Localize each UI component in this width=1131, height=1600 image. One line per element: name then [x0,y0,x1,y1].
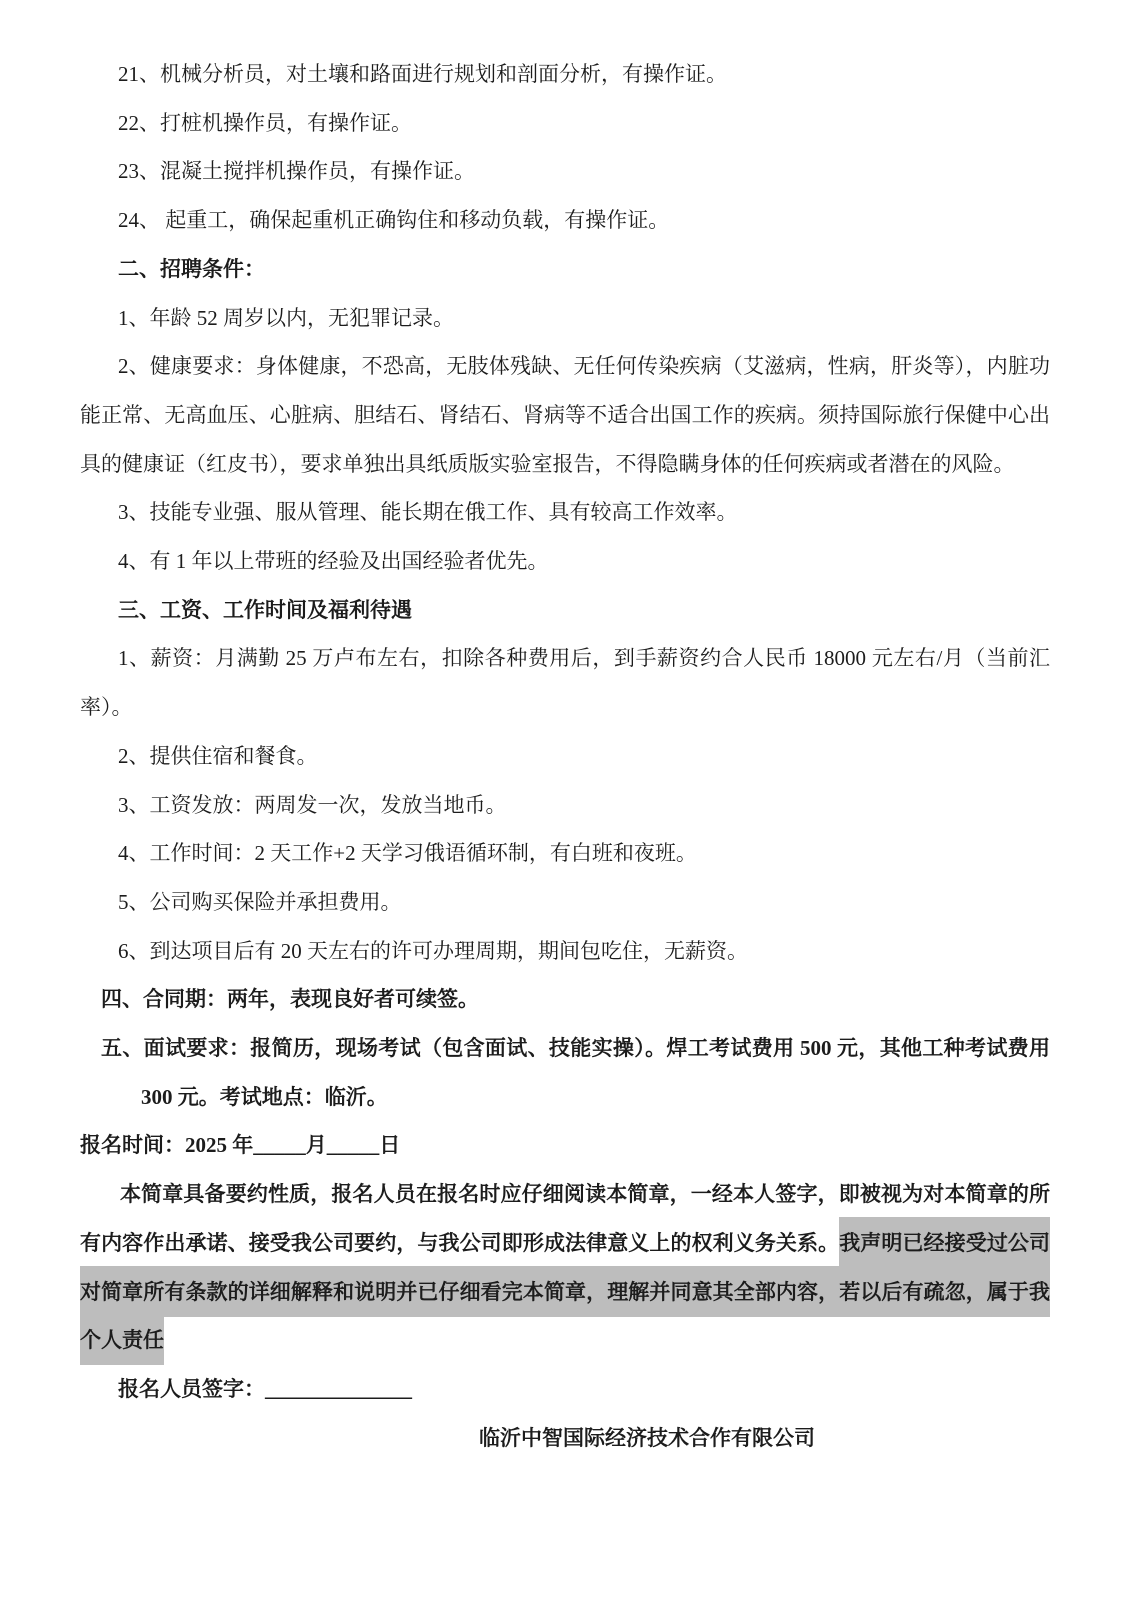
condition-item-3: 3、技能专业强、服从管理、能长期在俄工作、具有较高工作效率。 [118,500,738,525]
benefit-item-4: 4、工作时间：2 天工作+2 天学习俄语循环制，有白班和夜班。 [118,841,697,866]
benefit-item-2: 2、提供住宿和餐食。 [118,743,318,768]
declaration-normal-text: 本简章具备要约性质，报名人员在报名时应仔细阅读本简章，一经本人签字，即被视为对本简章的所有内容作出承诺、接受我公司要约，与我公司即形成法律意义上的权利义务关系。 [80,1182,1050,1255]
job-item-23: 23、混凝土搅拌机操作员，有操作证。 [118,159,475,184]
signature-label: 报名人员签字： [118,1376,265,1401]
section-salary-benefits [80,586,1050,976]
company-name: 临沂中智国际经济技术合作有限公司 [479,1425,815,1450]
trade-list [80,50,1050,245]
benefit-item-3: 3、工资发放：两周发一次，发放当地币。 [118,792,507,817]
condition-item-1: 1、年龄 52 周岁以内，无犯罪记录。 [118,305,454,330]
benefit-item-5: 5、公司购买保险并承担费用。 [118,889,402,914]
benefit-item-6: 6、到达项目后有 20 天左右的许可办理周期，期间包吃住，无薪资。 [118,938,748,963]
job-item-22: 22、打桩机操作员，有操作证。 [118,110,412,135]
declaration-paragraph [80,1170,1050,1365]
section-heading-recruit-conditions: 二、招聘条件： [118,256,265,281]
signup-time-line: 报名时间：2025 年_____月_____日 [80,1133,401,1158]
job-item-24: 24、 起重工，确保起重机正确钩住和移动负载，有操作证。 [118,208,670,233]
section-recruit-conditions [80,245,1050,586]
signature-blank: ______________ [265,1376,412,1401]
declaration-highlighted-text: 我声明已经接受过公司对简章所有条款的详细解释和说明并已仔细看完本简章，理解并同意其全部内容，若以后有疏忽，属于我个人责任 [80,1217,1050,1365]
condition-item-2: 2、健康要求：身体健康，不恐高，无肢体残缺、无任何传染疾病（艾滋病，性病，肝炎等），内脏功能正常、无高血压、心脏病、胆结石、肾结石、肾病等不适合出国工作的疾病。须持国际旅行保健中心出具的健康证（红皮书），要求单独出具纸质版实验室报告，不得隐瞒身体的任何疾病或者潜在的风险。 [80,354,1050,476]
condition-item-4: 4、有 1 年以上带班的经验及出国经验者优先。 [118,549,549,574]
section-contract-term: 四、合同期：两年，表现良好者可续签。 [101,987,479,1012]
section-interview-requirements: 五、面试要求：报简历，现场考试（包含面试、技能实操）。焊工考试费用 500 元，其他工种考试费用 300 元。考试地点：临沂。 [101,1036,1050,1109]
benefit-item-1: 1、薪资：月满勤 25 万卢布左右，扣除各种费用后，到手薪资约合人民币 18000 元左右/月（当前汇率）。 [80,646,1050,720]
section-heading-salary-benefits: 三、工资、工作时间及福利待遇 [118,597,412,622]
job-item-21: 21、机械分析员，对土壤和路面进行规划和剖面分析，有操作证。 [118,62,727,86]
signature-line [80,1365,1050,1414]
